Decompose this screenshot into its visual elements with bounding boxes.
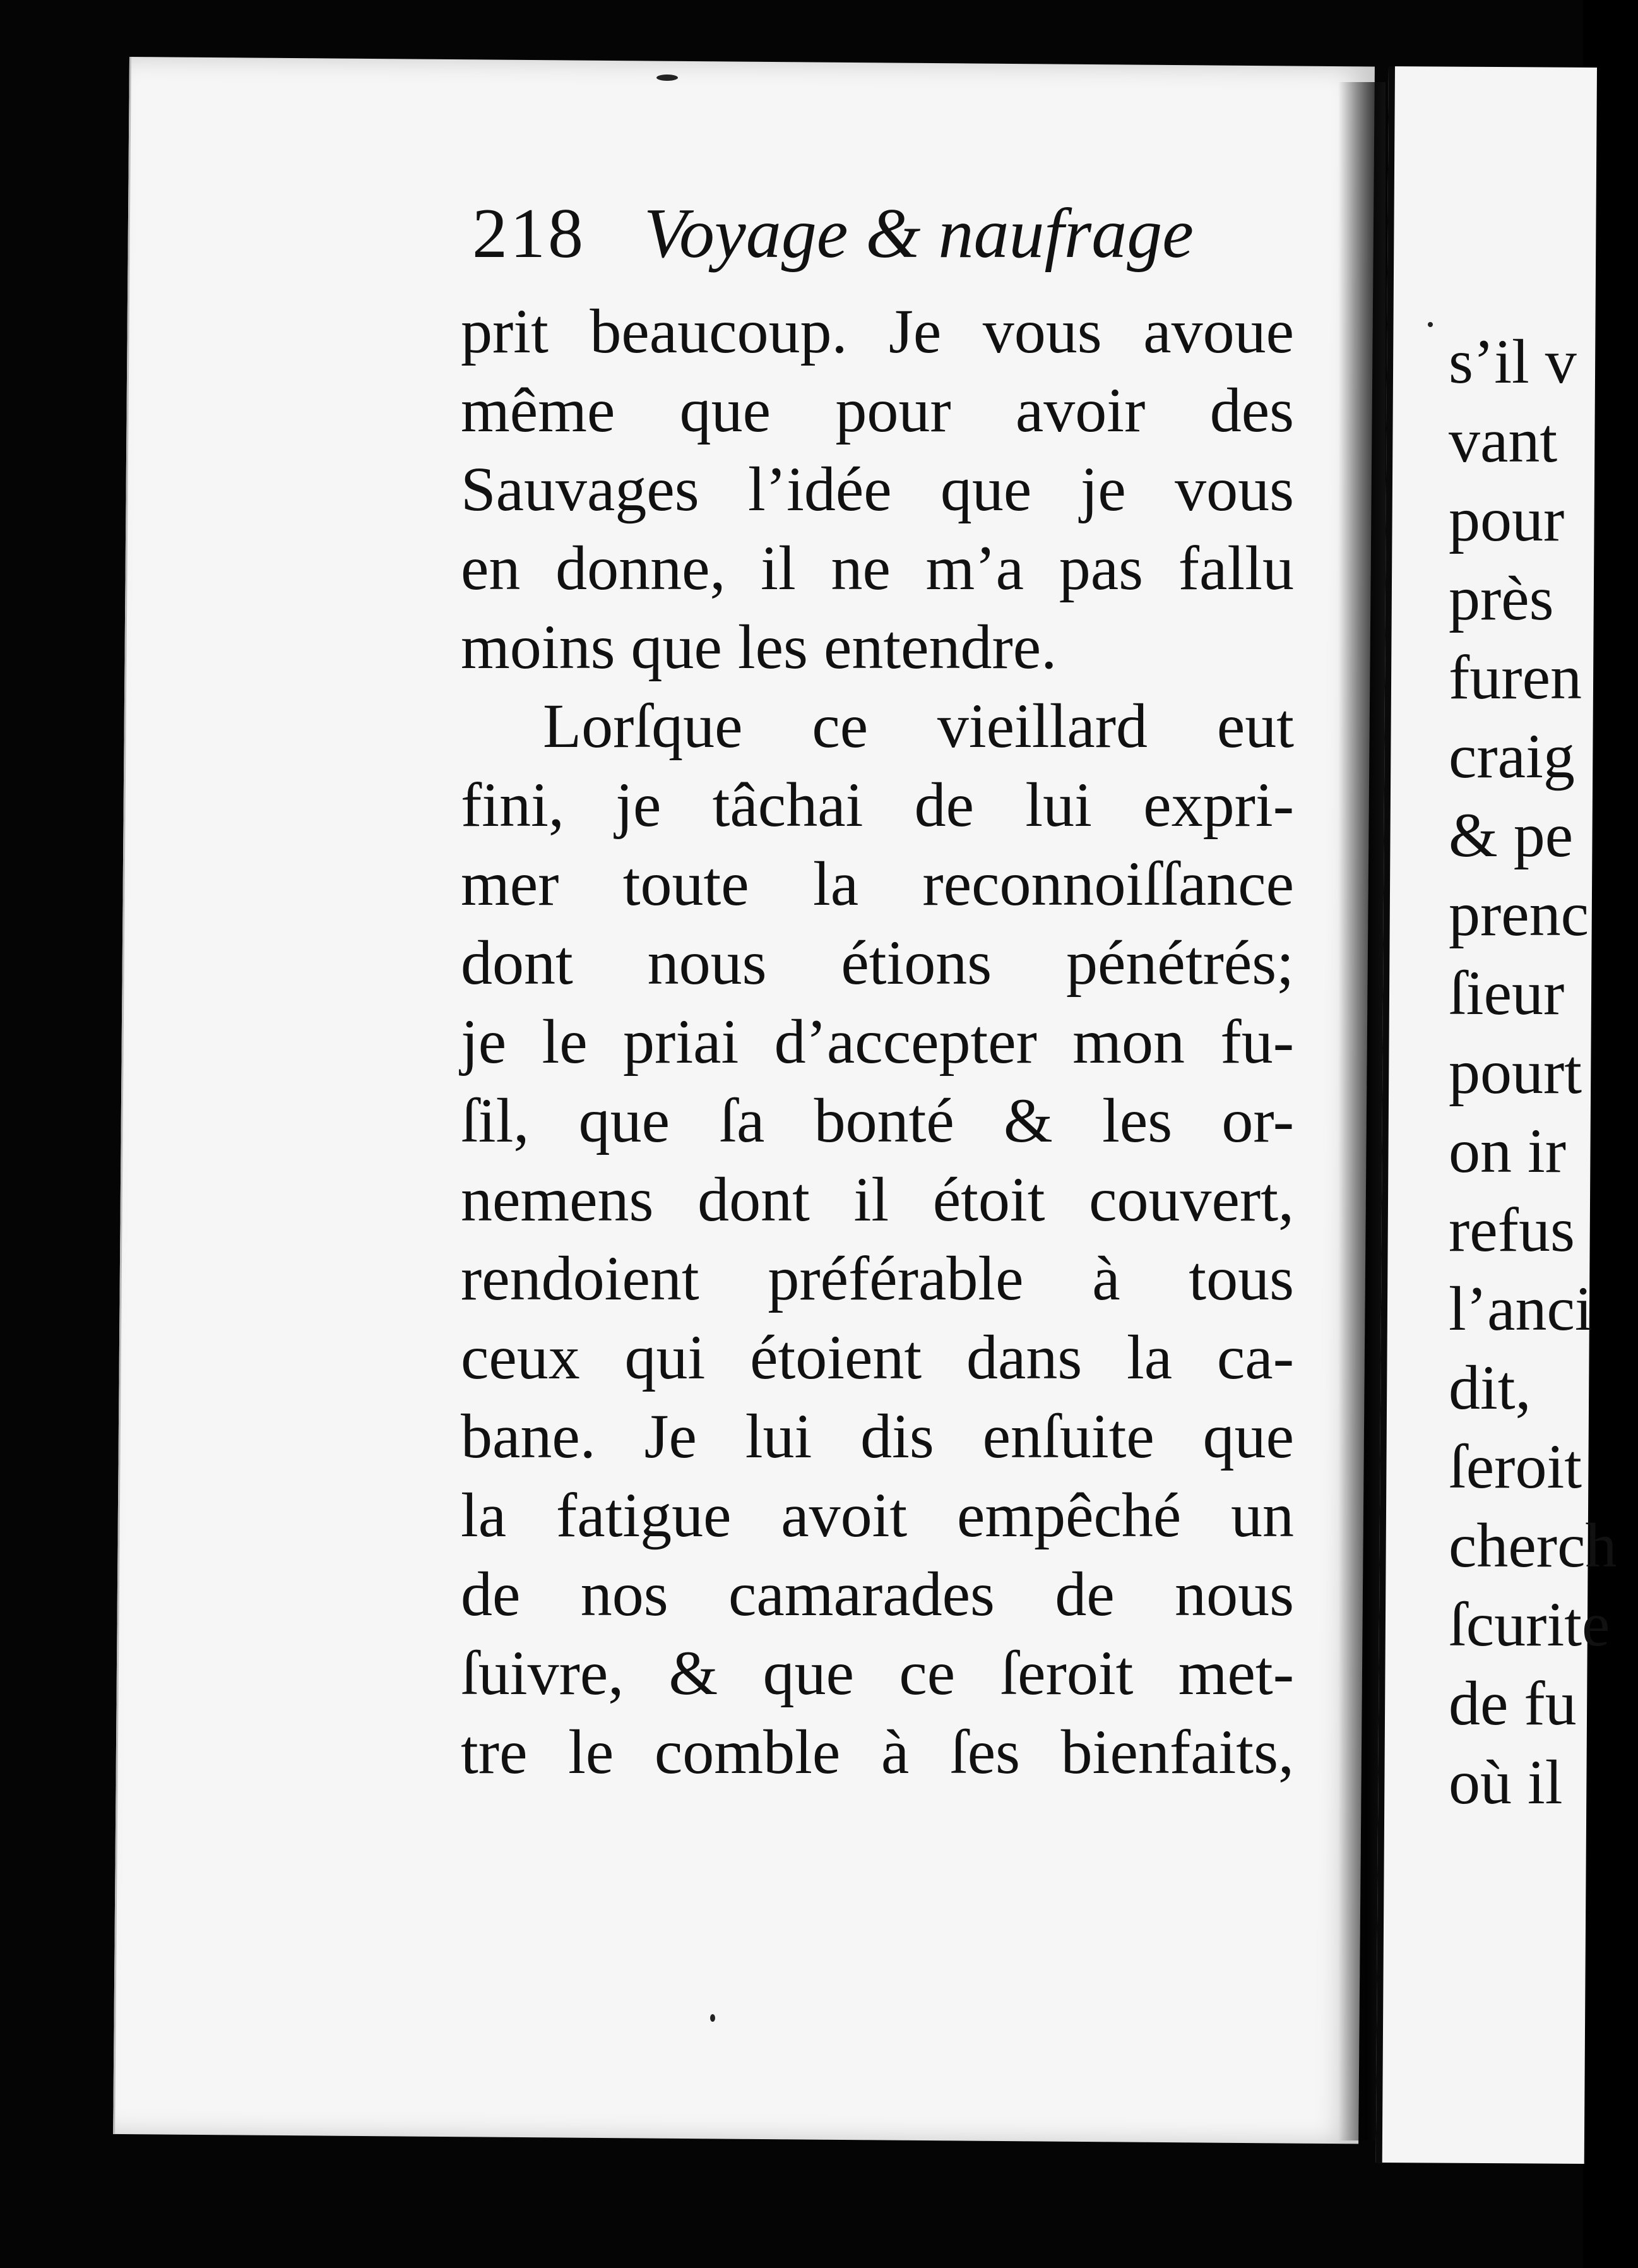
text-line: même que pour avoir des: [461, 375, 1294, 445]
text-line: furen: [1449, 642, 1582, 712]
text-line: près: [1449, 563, 1554, 633]
text-line: prenc: [1449, 879, 1589, 949]
text-line: de nos camarades de nous: [461, 1559, 1294, 1629]
page-number: 218: [472, 194, 586, 273]
text-line: & pe: [1449, 800, 1574, 870]
text-line: ceux qui étoient dans la ca-: [461, 1322, 1294, 1392]
running-title: Voyage & naufrage: [644, 194, 1194, 273]
text-line: Sauvages l’idée que je vous: [461, 454, 1294, 524]
text-line: en donne, il ne m’a pas fallu: [461, 533, 1294, 603]
text-line: s’il v: [1449, 326, 1577, 397]
text-line: la fatigue avoit empêché un: [461, 1480, 1294, 1550]
text-line: on ir: [1449, 1116, 1567, 1186]
text-line: cherch: [1449, 1510, 1617, 1580]
right-page-body: [1449, 322, 1638, 1822]
text-line: ſcurite: [1449, 1589, 1610, 1659]
text-line: je le priai d’accepter mon fu-: [461, 1006, 1294, 1077]
text-line: nemens dont il étoit couvert,: [461, 1164, 1294, 1234]
text-line: mer toute la reconnoiſſance: [461, 849, 1294, 919]
text-line: l’anci: [1449, 1274, 1593, 1344]
text-line: de fu: [1449, 1668, 1577, 1738]
text-line: tre le comble à ſes bienfaits,: [461, 1717, 1294, 1787]
text-line: dont nous étions pénétrés;: [461, 928, 1294, 998]
text-line: pourt: [1449, 1037, 1582, 1107]
text-line: dit,: [1449, 1352, 1531, 1423]
text-line: craig: [1449, 721, 1575, 791]
text-line: bane. Je lui dis enſuite que: [461, 1401, 1294, 1471]
text-line: ſil, que ſa bonté & les or-: [461, 1085, 1294, 1155]
scan-speck: [1428, 322, 1433, 327]
left-page-body: [461, 292, 1294, 1791]
text-line: prit beaucoup. Je vous avoue: [461, 296, 1294, 366]
text-line: où il: [1449, 1747, 1563, 1817]
scan-speck: [656, 75, 678, 81]
text-line: ſuivre, & que ce ſeroit met-: [461, 1638, 1294, 1708]
running-head: [472, 183, 1198, 284]
text-line: refus: [1449, 1195, 1575, 1265]
text-line: ſeroit: [1449, 1431, 1582, 1501]
text-line: pour: [1449, 484, 1565, 554]
text-line: Lorſque ce vieillard eut: [543, 691, 1294, 761]
text-line: ſieur: [1449, 958, 1565, 1028]
text-line: moins que les entendre.: [461, 612, 1057, 682]
scan-speck: [710, 2014, 715, 2022]
text-line: fini, je tâchai de lui expri-: [461, 770, 1294, 840]
text-line: rendoient préférable à tous: [461, 1243, 1294, 1313]
text-line: vant: [1449, 405, 1558, 475]
